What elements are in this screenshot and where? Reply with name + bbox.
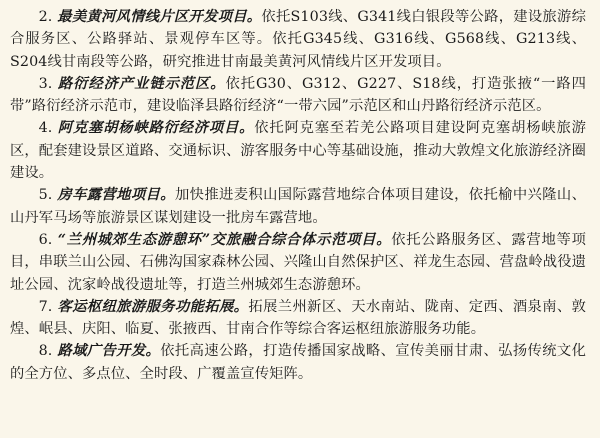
item-body: 依托S103线、G341线白银段等公路，建设旅游综合服务区、公路驿站、景观停车区等。依托G345线、G316线、G568线、G213线、S204线甘南段等公路，研究推进甘南最美黄河风情线片区开发项目。 — [10, 9, 586, 70]
paragraph-item-3 — [10, 73, 586, 118]
item-body: 加快推进麦积山国际露营地综合体项目建设，依托榆中兴隆山、山丹军马场等旅游景区谋划建设一批房车露营地。 — [10, 187, 587, 226]
item-number: 3. — [38, 75, 53, 92]
item-title: “兰州城郊生态游憩环”交旅融合综合体示范项目。 — [57, 231, 392, 248]
paragraph-item-2 — [10, 6, 586, 73]
paragraph-item-8 — [10, 340, 586, 385]
item-title: 客运枢纽旅游服务功能拓展。 — [57, 298, 249, 315]
item-body: 依托G30、G312、G227、S18线，打造张掖“一路四带”路衍经济示范市，建设临泽县路衍经济“一带六园”示范区和山丹路衍经济示范区。 — [10, 75, 586, 115]
paragraph-item-5 — [10, 184, 586, 229]
item-number: 2. — [38, 9, 53, 25]
item-title: 路域广告开发。 — [57, 343, 161, 360]
paragraph-item-6 — [10, 229, 586, 296]
item-title: 路衍经济产业链示范区。 — [57, 75, 226, 92]
item-number: 8. — [38, 343, 53, 360]
item-body: 依托阿克塞至若羌公路项目建设阿克塞胡杨峡旅游区，配套建设景区道路、交通标识、游客服务中心等基础设施，推动大敦煌文化旅游经济圈建设。 — [10, 120, 586, 182]
item-number: 6. — [38, 231, 53, 248]
item-number: 7. — [38, 298, 53, 315]
paragraph-item-4 — [10, 117, 586, 184]
item-body: 依托公路服务区、露营地等项目，串联兰山公园、石佛沟国家森林公园、兴隆山自然保护区、祥龙生态园、营盘岭战役遗址公园、沈家岭战役遗址等，打造兰州城郊生态游憩环。 — [10, 231, 586, 293]
item-number: 5. — [38, 187, 53, 204]
item-title: 最美黄河风情线片区开发项目。 — [57, 9, 262, 25]
paragraph-item-7 — [10, 296, 586, 341]
item-title: 阿克塞胡杨峡路衍经济项目。 — [57, 120, 255, 137]
item-body: 拓展兰州新区、天水南站、陇南、定西、酒泉南、敦煌、岷县、庆阳、临夏、张掖西、甘南合作等综合客运枢纽旅游服务功能。 — [10, 298, 586, 338]
item-number: 4. — [38, 120, 53, 137]
item-body: 依托高速公路，打造传播国家战略、宣传美丽甘肃、弘扬传统文化的全方位、多点位、全时段、广覆盖宣传矩阵。 — [10, 343, 586, 382]
item-title: 房车露营地项目。 — [57, 187, 175, 204]
